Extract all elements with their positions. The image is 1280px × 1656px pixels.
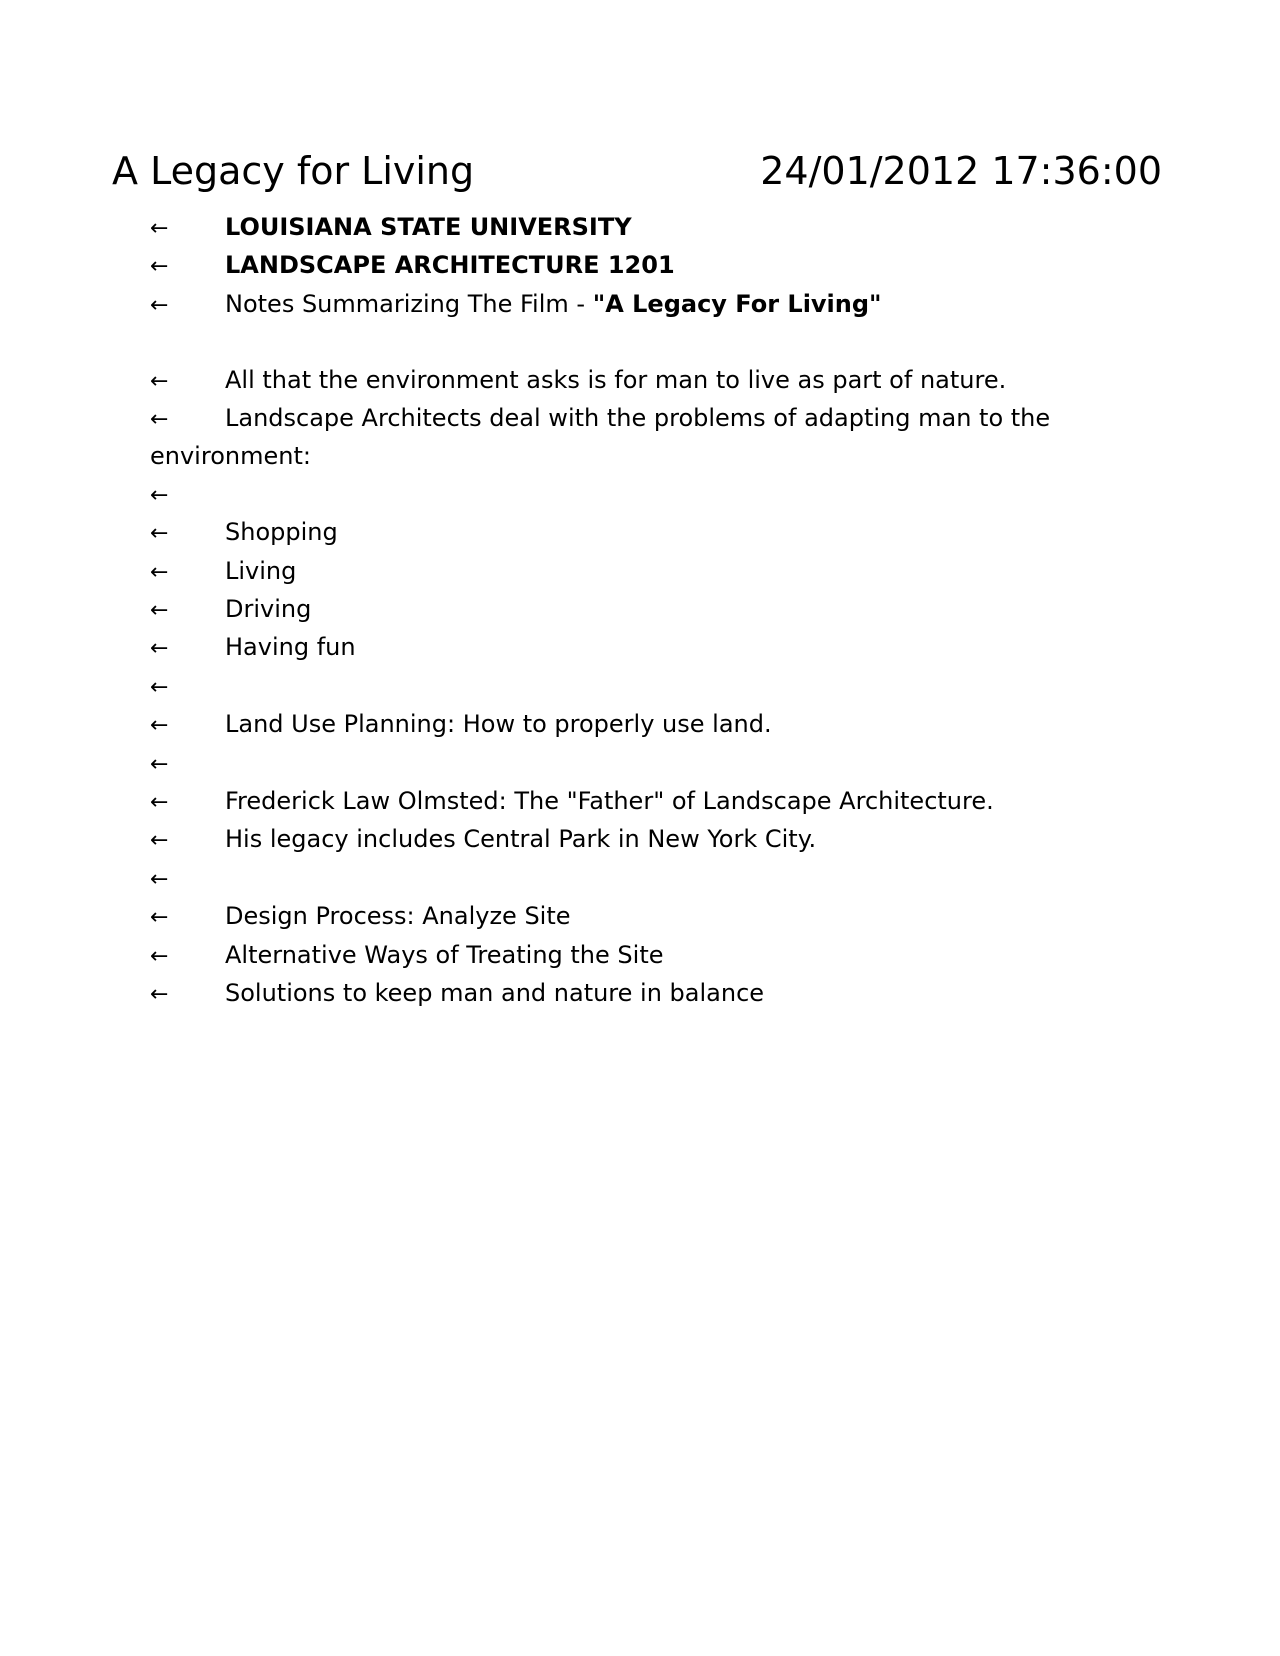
left-arrow-icon: ←	[150, 521, 169, 547]
left-arrow-icon: ←	[150, 636, 169, 662]
left-arrow-icon: ←	[150, 713, 169, 739]
list-item	[150, 514, 1110, 552]
left-arrow-icon: ←	[150, 866, 169, 892]
list-item-empty	[150, 476, 1110, 514]
list-item	[150, 362, 1110, 400]
list-item	[150, 706, 1110, 744]
note-text: His legacy includes Central Park in New York City.	[225, 825, 817, 854]
left-arrow-icon: ←	[150, 407, 169, 433]
list-item	[150, 553, 1110, 591]
left-arrow-icon: ←	[150, 982, 169, 1008]
left-arrow-icon: ←	[150, 216, 169, 241]
note-text: Frederick Law Olmsted: The "Father" of Landscape Architecture.	[225, 787, 994, 816]
notes-subtitle: Notes Summarizing The Film -	[225, 289, 593, 318]
note-text: Driving	[225, 595, 312, 624]
left-arrow-icon: ←	[150, 292, 169, 318]
list-item	[150, 209, 1110, 247]
film-title: "A Legacy For Living"	[592, 289, 882, 318]
left-arrow-icon: ←	[150, 674, 169, 700]
note-text: Shopping	[225, 518, 338, 547]
list-item	[150, 937, 1110, 975]
note-text: Living	[225, 556, 297, 585]
document-date: 24/01/2012 17:36:00	[760, 149, 1162, 193]
list-item	[150, 247, 1110, 285]
list-item	[150, 783, 1110, 821]
course-heading: LANDSCAPE ARCHITECTURE 1201	[225, 251, 675, 280]
left-arrow-icon: ←	[150, 254, 169, 280]
list-item-empty	[150, 860, 1110, 898]
list-item-empty	[150, 745, 1110, 783]
left-arrow-icon: ←	[150, 368, 169, 394]
note-text: Solutions to keep man and nature in balance	[225, 979, 765, 1008]
notes-list	[150, 209, 1110, 1014]
left-arrow-icon: ←	[150, 943, 169, 969]
list-item-empty	[150, 668, 1110, 706]
list-item	[150, 821, 1110, 859]
university-heading: LOUISIANA STATE UNIVERSITY	[225, 213, 632, 241]
left-arrow-icon: ←	[150, 790, 169, 816]
list-item	[150, 975, 1110, 1013]
left-arrow-icon: ←	[150, 559, 169, 585]
list-item	[150, 591, 1110, 629]
list-item	[150, 400, 1110, 476]
left-arrow-icon: ←	[150, 482, 169, 508]
document-title: A Legacy for Living	[112, 149, 475, 193]
left-arrow-icon: ←	[150, 751, 169, 777]
document-header	[112, 148, 1162, 198]
list-item	[150, 898, 1110, 936]
note-text: Landscape Architects deal with the problems of adapting man to the environment:	[150, 404, 1051, 471]
list-item	[150, 629, 1110, 667]
left-arrow-icon: ←	[150, 905, 169, 931]
list-item	[150, 286, 1110, 324]
note-text: Land Use Planning: How to properly use land.	[225, 710, 772, 739]
left-arrow-icon: ←	[150, 598, 169, 624]
spacer	[150, 324, 1110, 361]
note-text: All that the environment asks is for man to live as part of nature.	[225, 365, 1007, 394]
note-text: Design Process: Analyze Site	[225, 902, 571, 931]
note-text: Having fun	[225, 633, 356, 662]
note-text: Alternative Ways of Treating the Site	[225, 940, 664, 969]
left-arrow-icon: ←	[150, 828, 169, 854]
